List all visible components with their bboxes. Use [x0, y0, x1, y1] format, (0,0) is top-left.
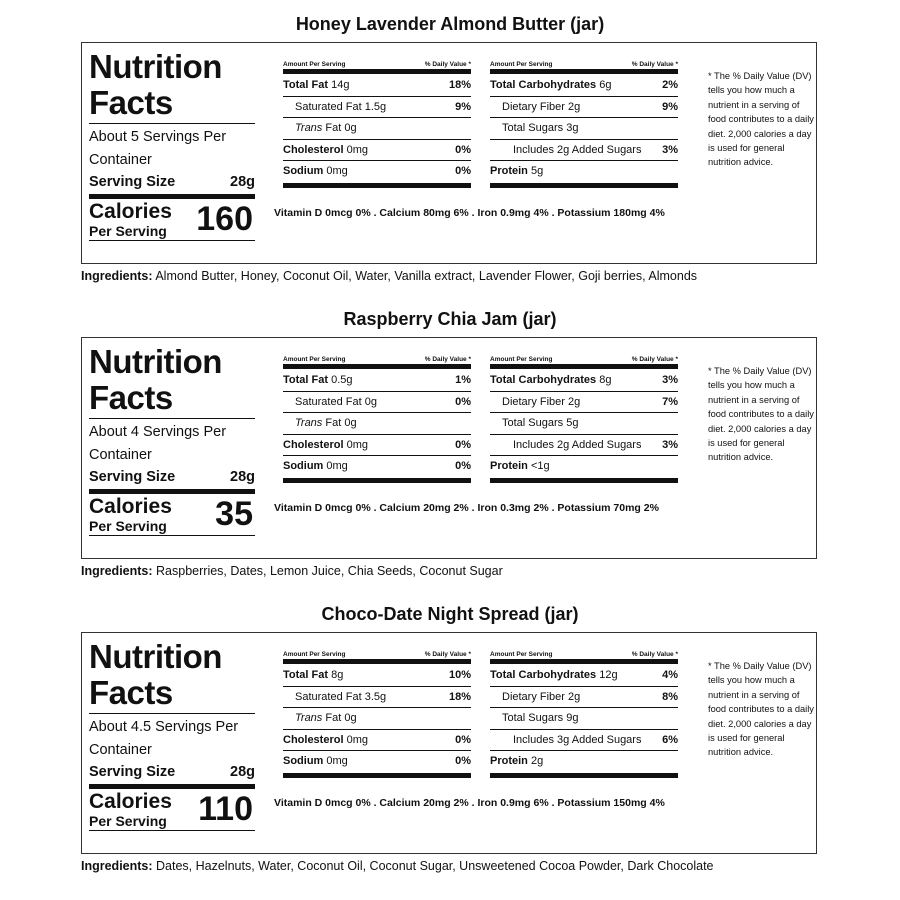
column-header: Amount Per Serving % Daily Value *: [283, 61, 471, 68]
nutrition-facts-heading: Nutrition Facts: [89, 48, 222, 121]
row-cholesterol: Cholesterol 0mg 0%: [283, 435, 471, 457]
product-title: Raspberry Chia Jam (jar): [343, 309, 557, 329]
thick-divider: [490, 69, 678, 74]
thick-divider: [490, 773, 678, 778]
per-serving-label: Per Serving: [89, 813, 167, 829]
thick-divider: [283, 773, 471, 778]
serving-size: Serving Size 28g: [89, 171, 255, 193]
thick-divider: [283, 183, 471, 188]
ingredients-line: Ingredients: Almond Butter, Honey, Coconut Oil, Water, Vanilla extract, Lavender Flower, Goji berries, Almonds: [81, 269, 698, 283]
nutrition-facts-heading: Nutrition Facts: [89, 638, 222, 711]
nutrition-facts-panel: [81, 42, 817, 264]
daily-value-footnote: * The % Daily Value (DV) tells you how much a nutrient in a serving of food contributes to a daily diet. 2,000 calories a day is used for general nutrition advice.: [708, 71, 814, 168]
thick-divider: [283, 364, 471, 369]
calories-value: 160: [196, 200, 253, 238]
row-total-carbohydrates: Total Carbohydrates 6g 2%: [490, 75, 678, 97]
row-total-carbohydrates: Total Carbohydrates 8g 3%: [490, 370, 678, 392]
servings-per-container: About 4 Servings Per Container: [89, 424, 227, 463]
row-protein: Protein <1g: [490, 460, 550, 473]
thick-divider: [490, 364, 678, 369]
serving-size-value: 28g: [230, 174, 255, 190]
servings-per-container: About 5 Servings Per Container: [89, 129, 227, 168]
divider: [89, 830, 255, 831]
calories-label: Calories: [89, 495, 172, 518]
product-title: Honey Lavender Almond Butter (jar): [295, 14, 605, 34]
calories-value: 35: [215, 495, 253, 533]
per-serving-label: Per Serving: [89, 518, 167, 534]
daily-value-footnote: * The % Daily Value (DV) tells you how much a nutrient in a serving of food contributes to a daily diet. 2,000 calories a day is used for general nutrition advice.: [708, 366, 814, 463]
per-serving-label: Per Serving: [89, 223, 167, 239]
thick-divider: [283, 659, 471, 664]
servings-per-container: About 4.5 Servings Per Container: [89, 719, 239, 758]
nutrient-column-right: [490, 60, 678, 188]
column-header: Amount Per Serving % Daily Value *: [490, 651, 678, 658]
row-trans-fat: Trans Fat 0g: [283, 118, 471, 140]
thick-divider: [490, 478, 678, 483]
serving-size: Serving Size 28g: [89, 761, 255, 783]
row-sodium: Sodium 0mg 0%: [283, 460, 471, 473]
nutrition-facts-panel: [81, 337, 817, 559]
row-saturated-fat: Saturated Fat 3.5g 18%: [283, 687, 471, 709]
daily-value-footnote: * The % Daily Value (DV) tells you how much a nutrient in a serving of food contributes to a daily diet. 2,000 calories a day is used for general nutrition advice.: [708, 661, 814, 758]
nutrient-column-left: [283, 60, 471, 188]
row-protein: Protein 5g: [490, 165, 544, 178]
row-sodium: Sodium 0mg 0%: [283, 165, 471, 178]
ingredients-list: Raspberries, Dates, Lemon Juice, Chia Seeds, Coconut Sugar: [156, 564, 503, 578]
product-title: Choco-Date Night Spread (jar): [321, 604, 579, 624]
row-added-sugars: Includes 2g Added Sugars 3%: [490, 435, 678, 457]
row-total-fat: Total Fat 14g 18%: [283, 75, 471, 97]
nutrition-facts-panel: [81, 632, 817, 854]
ingredients-line: Ingredients: Raspberries, Dates, Lemon Juice, Chia Seeds, Coconut Sugar: [81, 564, 503, 578]
divider: [89, 418, 255, 419]
calories-label: Calories: [89, 200, 172, 223]
row-cholesterol: Cholesterol 0mg 0%: [283, 140, 471, 162]
divider: [89, 240, 255, 241]
micronutrients-line: Vitamin D 0mcg 0% . Calcium 80mg 6% . Iron 0.9mg 4% . Potassium 180mg 4%: [274, 207, 665, 219]
row-trans-fat: Trans Fat 0g: [283, 708, 471, 730]
row-dietary-fiber: Dietary Fiber 2g 8%: [490, 687, 678, 709]
serving-size: Serving Size 28g: [89, 466, 255, 488]
thick-divider: [490, 183, 678, 188]
thick-divider: [490, 659, 678, 664]
row-sodium: Sodium 0mg 0%: [283, 755, 471, 768]
micronutrients-line: Vitamin D 0mcg 0% . Calcium 20mg 2% . Iron 0.3mg 2% . Potassium 70mg 2%: [274, 502, 659, 514]
row-total-carbohydrates: Total Carbohydrates 12g 4%: [490, 665, 678, 687]
row-total-sugars: Total Sugars 9g: [490, 708, 678, 730]
row-protein: Protein 2g: [490, 755, 544, 768]
thick-divider: [283, 478, 471, 483]
ingredients-list: Dates, Hazelnuts, Water, Coconut Oil, Coconut Sugar, Unsweetened Cocoa Powder, Dark Chocolate: [156, 859, 714, 873]
micronutrients-line: Vitamin D 0mcg 0% . Calcium 20mg 2% . Iron 0.9mg 6% . Potassium 150mg 4%: [274, 797, 665, 809]
row-dietary-fiber: Dietary Fiber 2g 7%: [490, 392, 678, 414]
column-header: Amount Per Serving % Daily Value *: [490, 356, 678, 363]
calories-label: Calories: [89, 790, 172, 813]
nutrient-column-right: [490, 650, 678, 778]
row-added-sugars: Includes 3g Added Sugars 6%: [490, 730, 678, 752]
column-header: Amount Per Serving % Daily Value *: [490, 61, 678, 68]
row-total-fat: Total Fat 0.5g 1%: [283, 370, 471, 392]
divider: [89, 535, 255, 536]
row-added-sugars: Includes 2g Added Sugars 3%: [490, 140, 678, 162]
row-total-fat: Total Fat 8g 10%: [283, 665, 471, 687]
calories-value: 110: [198, 790, 253, 828]
row-dietary-fiber: Dietary Fiber 2g 9%: [490, 97, 678, 119]
divider: [89, 123, 255, 124]
nutrition-facts-heading: Nutrition Facts: [89, 343, 222, 416]
nutrient-column-left: [283, 650, 471, 778]
serving-size-value: 28g: [230, 764, 255, 780]
ingredients-list: Almond Butter, Honey, Coconut Oil, Water, Vanilla extract, Lavender Flower, Goji berries, Almonds: [155, 269, 698, 283]
row-total-sugars: Total Sugars 5g: [490, 413, 678, 435]
row-total-sugars: Total Sugars 3g: [490, 118, 678, 140]
divider: [89, 713, 255, 714]
nutrient-column-left: [283, 355, 471, 483]
row-saturated-fat: Saturated Fat 0g 0%: [283, 392, 471, 414]
row-cholesterol: Cholesterol 0mg 0%: [283, 730, 471, 752]
column-header: Amount Per Serving % Daily Value *: [283, 651, 471, 658]
serving-size-value: 28g: [230, 469, 255, 485]
ingredients-line: Ingredients: Dates, Hazelnuts, Water, Coconut Oil, Coconut Sugar, Unsweetened Cocoa Powder, Dark Chocolate: [81, 859, 714, 873]
row-saturated-fat: Saturated Fat 1.5g 9%: [283, 97, 471, 119]
column-header: Amount Per Serving % Daily Value *: [283, 356, 471, 363]
row-trans-fat: Trans Fat 0g: [283, 413, 471, 435]
nutrient-column-right: [490, 355, 678, 483]
thick-divider: [283, 69, 471, 74]
